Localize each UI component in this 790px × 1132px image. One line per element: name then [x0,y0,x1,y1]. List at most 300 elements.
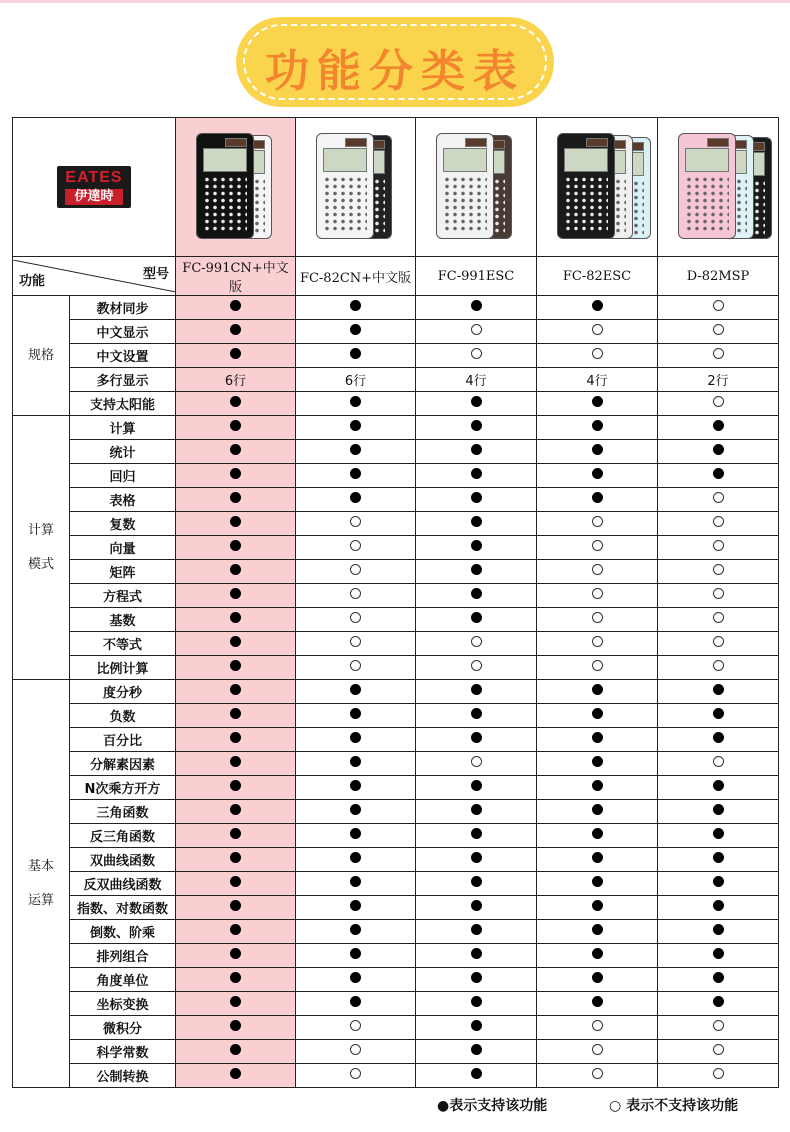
supported-dot [713,996,724,1007]
feature-value-cell [176,680,296,704]
feature-name: 方程式 [70,584,176,608]
supported-dot [713,852,724,863]
unsupported-dot [713,588,724,599]
table-row [13,896,779,920]
calculator-keypad [203,176,247,232]
supported-dot [471,588,482,599]
function-label: 功能 [19,274,46,289]
feature-value-cell [537,992,658,1016]
feature-value-cell [537,824,658,848]
feature-value-cell [416,392,537,416]
supported-dot [713,828,724,839]
feature-value-cell [537,464,658,488]
table-row [13,584,779,608]
supported-dot [230,852,241,863]
supported-dot [713,780,724,791]
feature-name: 公制转换 [70,1064,176,1088]
unsupported-dot [713,564,724,575]
feature-value-cell [176,704,296,728]
supported-dot [713,948,724,959]
supported-dot [713,420,724,431]
supported-dot [230,468,241,479]
calculator-image [668,129,768,241]
feature-value: 6行 [344,374,367,389]
feature-name: 坐标变换 [70,992,176,1016]
feature-value-cell [176,800,296,824]
unsupported-dot [350,588,361,599]
supported-dot [471,708,482,719]
unsupported-dot [350,1068,361,1079]
unsupported-dot [592,348,603,359]
feature-name: 复数 [70,512,176,536]
feature-name: 教材同步 [70,296,176,320]
unsupported-dot [713,1044,724,1055]
feature-table [12,117,779,1088]
table-row [13,920,779,944]
calculator-keypad [685,176,729,232]
feature-value-cell [537,536,658,560]
supported-dot [230,972,241,983]
supported-dot [350,924,361,935]
supported-dot [350,732,361,743]
supported-dot [592,708,603,719]
feature-name: 三角函数 [70,800,176,824]
supported-dot [592,972,603,983]
unsupported-dot [592,1068,603,1079]
supported-dot [230,348,241,359]
table-row [13,536,779,560]
feature-value-cell [176,944,296,968]
feature-name: N次乘方开方 [70,776,176,800]
supported-dot [230,636,241,647]
category-text: 规格 [27,347,54,363]
supported-dot [471,1068,482,1079]
category-label [13,416,70,680]
calculator-screen [564,148,608,172]
feature-value-cell [537,656,658,680]
supported-dot [350,684,361,695]
feature-name: 反双曲线函数 [70,872,176,896]
feature-value-cell [537,320,658,344]
feature-value-cell [537,416,658,440]
feature-value-cell [658,584,779,608]
supported-dot [230,564,241,575]
supported-dot [713,900,724,911]
feature-value-cell [296,704,416,728]
feature-value-cell [176,728,296,752]
supported-dot [471,420,482,431]
supported-dot [350,948,361,959]
brand-cell [13,118,176,257]
category-label [13,680,70,1088]
table-row [13,704,779,728]
unsupported-dot [713,660,724,671]
supported-dot [350,468,361,479]
feature-value-cell [537,512,658,536]
supported-dot [592,876,603,887]
table-row [13,512,779,536]
unsupported-dot [592,1020,603,1031]
supported-dot [350,756,361,767]
feature-value-cell [416,656,537,680]
calculator-image [426,129,526,241]
supported-dot [471,1020,482,1031]
supported-dot [713,972,724,983]
model-name: FC-82ESC [537,257,658,296]
table-row [13,488,779,512]
feature-value-cell [537,848,658,872]
supported-dot [350,324,361,335]
table-row [13,1040,779,1064]
unsupported-dot [471,636,482,647]
brand-logo [57,166,130,208]
logo-subtext: 伊達時 [65,189,122,205]
feature-value-cell [537,776,658,800]
feature-value-cell [176,632,296,656]
supported-dot [230,756,241,767]
feature-value-cell [658,344,779,368]
feature-value-cell [658,1064,779,1088]
supported-dot [350,300,361,311]
feature-value-cell [658,488,779,512]
feature-value-cell [176,968,296,992]
feature-value-cell [176,416,296,440]
feature-value-cell [416,1016,537,1040]
feature-value-cell [296,920,416,944]
feature-value-cell [296,992,416,1016]
supported-dot [592,420,603,431]
feature-value-cell [176,992,296,1016]
model-name: FC-991ESC [416,257,537,296]
title-banner [236,17,554,107]
feature-value-cell [658,560,779,584]
feature-value-cell [537,296,658,320]
table-row [13,680,779,704]
feature-value-cell [537,968,658,992]
feature-value-cell [658,536,779,560]
feature-value-cell [537,896,658,920]
supported-dot [230,1020,241,1031]
unsupported-dot [713,1020,724,1031]
feature-value-cell [416,440,537,464]
supported-dot [350,444,361,455]
table-row [13,824,779,848]
supported-dot [713,924,724,935]
calculator-keypad [564,176,608,232]
supported-dot [713,876,724,887]
feature-value-cell [416,992,537,1016]
feature-value-cell [296,320,416,344]
feature-name: 科学常数 [70,1040,176,1064]
feature-value-cell [296,560,416,584]
supported-dot [592,900,603,911]
supported-dot [350,828,361,839]
feature-value-cell [416,920,537,944]
feature-value-cell [416,608,537,632]
feature-value-cell [176,824,296,848]
feature-name: 统计 [70,440,176,464]
feature-value-cell [416,704,537,728]
feature-value-cell [658,296,779,320]
calculator-body [678,133,736,239]
feature-value-cell [296,776,416,800]
logo-text: EATES [65,169,123,186]
feature-value-cell [296,872,416,896]
feature-name: 回归 [70,464,176,488]
unsupported-dot [592,516,603,527]
unsupported-dot [592,588,603,599]
supported-dot [713,468,724,479]
supported-dot [230,396,241,407]
supported-dot [592,468,603,479]
calculator-screen [203,148,247,172]
supported-dot [230,492,241,503]
supported-dot [350,780,361,791]
unsupported-dot [713,1068,724,1079]
supported-dot [350,708,361,719]
feature-value-cell [416,1040,537,1064]
table-row [13,416,779,440]
calculator-body [557,133,615,239]
feature-value-cell [416,464,537,488]
calculator-screen [443,148,487,172]
feature-value-cell [658,656,779,680]
calculator-image-cell [537,118,658,257]
feature-value-cell [416,320,537,344]
feature-value-cell [176,344,296,368]
feature-value-cell [296,752,416,776]
supported-dot [230,924,241,935]
unsupported-dot [350,564,361,575]
feature-value-cell [296,608,416,632]
calculator-image-cell [176,118,296,257]
feature-value-cell [176,1064,296,1088]
feature-value-cell [296,1040,416,1064]
feature-value-cell [296,824,416,848]
feature-value-cell [296,944,416,968]
category-label [13,296,70,416]
supported-dot [350,348,361,359]
feature-value-cell [176,464,296,488]
table-row [13,872,779,896]
supported-dot [713,804,724,815]
feature-value-cell [176,920,296,944]
table-row [13,1016,779,1040]
feature-value-cell [537,920,658,944]
unsupported-dot [592,324,603,335]
feature-name: 负数 [70,704,176,728]
supported-dot [713,708,724,719]
calculator-body [196,133,254,239]
feature-value-cell [176,656,296,680]
feature-value-cell [176,1040,296,1064]
feature-name: 分解素因素 [70,752,176,776]
supported-dot [230,732,241,743]
supported-dot [350,972,361,983]
unsupported-dot [713,324,724,335]
table-row [13,1064,779,1088]
solar-panel [225,138,247,147]
feature-name: 微积分 [70,1016,176,1040]
feature-name: 基数 [70,608,176,632]
top-accent-line [0,0,790,3]
feature-name: 多行显示 [70,368,176,392]
feature-value-cell [537,800,658,824]
supported-dot [471,468,482,479]
supported-dot [471,684,482,695]
table-row [13,848,779,872]
feature-value: 4行 [465,374,487,389]
calculator-image-cell [416,118,537,257]
feature-value-cell [416,968,537,992]
feature-value-cell [537,1064,658,1088]
unsupported-dot [471,324,482,335]
unsupported-dot [592,612,603,623]
feature-value-cell [537,1040,658,1064]
feature-value-cell [416,776,537,800]
feature-value-cell [658,368,779,392]
supported-dot [471,900,482,911]
feature-value-cell [176,368,296,392]
supported-dot [592,948,603,959]
feature-value-cell [176,608,296,632]
feature-value-cell [176,752,296,776]
unsupported-dot [350,660,361,671]
unsupported-dot [592,540,603,551]
calculator-screen [685,148,729,172]
feature-value-cell [658,992,779,1016]
supported-dot [471,948,482,959]
feature-value-cell [296,536,416,560]
feature-value-cell [416,752,537,776]
calculator-keypad [323,176,367,232]
feature-value-cell [416,488,537,512]
feature-name: 比例计算 [70,656,176,680]
feature-value-cell [537,440,658,464]
unsupported-dot [350,516,361,527]
feature-value-cell [537,632,658,656]
model-header-row [13,257,779,296]
unsupported-dot [350,612,361,623]
calculator-image [547,129,647,241]
supported-dot [230,540,241,551]
feature-value-cell [537,584,658,608]
feature-value-cell [416,848,537,872]
feature-value-cell [296,848,416,872]
feature-name: 反三角函数 [70,824,176,848]
feature-value-cell [296,344,416,368]
supported-dot [471,492,482,503]
feature-name: 排列组合 [70,944,176,968]
supported-dot [230,324,241,335]
calculator-image [186,129,286,241]
feature-value-cell [416,344,537,368]
feature-value-cell [176,440,296,464]
page-title: 功能分类表 [265,46,525,97]
supported-dot [471,564,482,575]
table-row [13,296,779,320]
feature-value-cell [658,776,779,800]
feature-value-cell [416,944,537,968]
supported-dot [471,1044,482,1055]
unsupported-dot [350,1020,361,1031]
feature-value-cell [176,896,296,920]
supported-dot [471,732,482,743]
table-row [13,344,779,368]
table-row [13,992,779,1016]
feature-value-cell [416,368,537,392]
supported-dot [230,444,241,455]
unsupported-dot [713,396,724,407]
supported-dot [471,444,482,455]
feature-value-cell [658,728,779,752]
feature-name: 百分比 [70,728,176,752]
table-row [13,776,779,800]
feature-value-cell [176,560,296,584]
feature-value-cell [658,848,779,872]
feature-value-cell [416,632,537,656]
unsupported-dot [592,636,603,647]
feature-value-cell [658,968,779,992]
feature-value-cell [416,872,537,896]
feature-value-cell [416,896,537,920]
supported-dot [471,804,482,815]
supported-dot [471,780,482,791]
image-row [13,118,779,257]
supported-dot [350,852,361,863]
feature-value-cell [416,296,537,320]
feature-value-cell [296,440,416,464]
feature-value: 2行 [707,374,729,389]
feature-value-cell [537,392,658,416]
feature-name: 指数、对数函数 [70,896,176,920]
feature-value-cell [296,296,416,320]
supported-dot [350,396,361,407]
feature-value-cell [658,920,779,944]
supported-dot [471,612,482,623]
unsupported-dot [350,540,361,551]
supported-dot [230,300,241,311]
unsupported-dot [350,1044,361,1055]
feature-value-cell [537,488,658,512]
supported-dot [592,828,603,839]
feature-name: 双曲线函数 [70,848,176,872]
supported-dot [713,732,724,743]
supported-dot [471,852,482,863]
feature-name: 中文设置 [70,344,176,368]
table-row [13,800,779,824]
legend-unsupported: ○ 表示不支持该功能 [609,1098,739,1114]
feature-value-cell [296,680,416,704]
table-row [13,632,779,656]
table-row [13,608,779,632]
model-name: D-82MSP [658,257,779,296]
supported-dot [471,996,482,1007]
supported-dot [592,780,603,791]
feature-value-cell [658,608,779,632]
feature-value-cell [296,1064,416,1088]
supported-dot [471,828,482,839]
model-name: FC-82CN+中文版 [296,257,416,296]
supported-dot [230,1068,241,1079]
table-row [13,392,779,416]
unsupported-dot [713,516,724,527]
solar-panel [345,138,367,147]
feature-name: 倒数、阶乘 [70,920,176,944]
supported-dot [592,852,603,863]
feature-value-cell [296,632,416,656]
feature-value-cell [296,584,416,608]
